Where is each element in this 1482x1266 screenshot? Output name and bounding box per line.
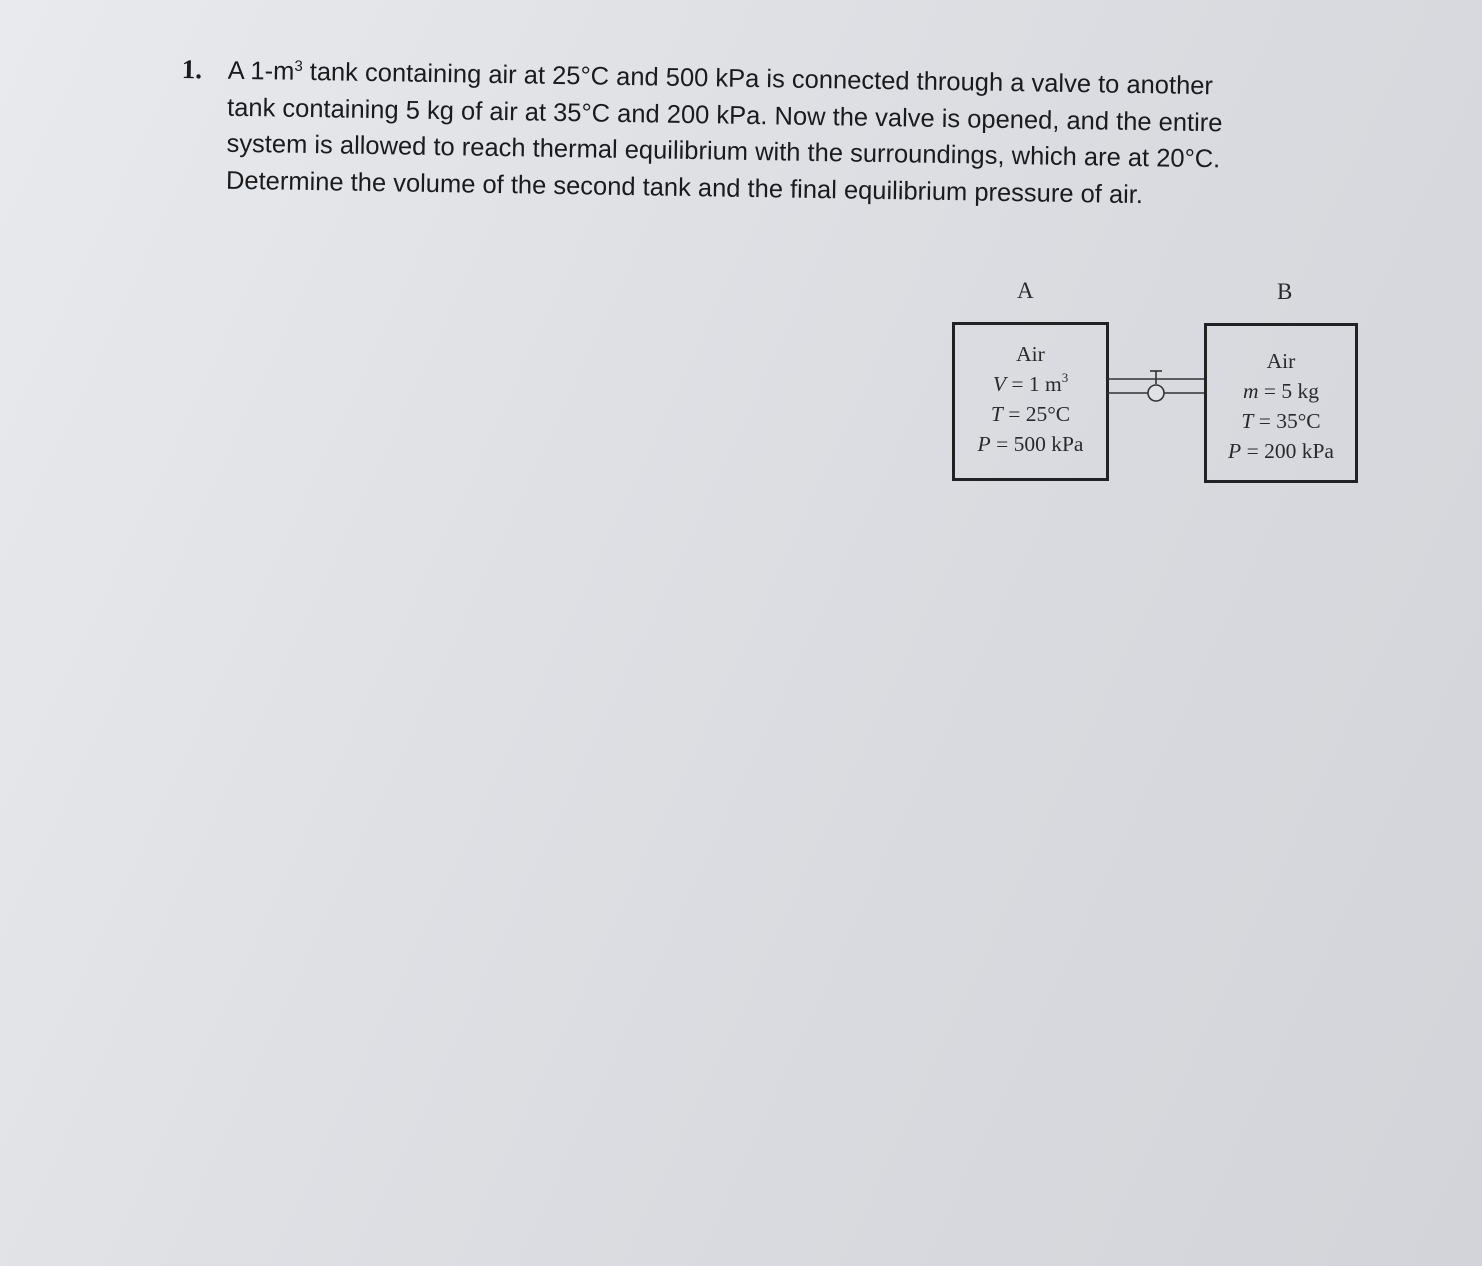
- problem-statement: [181, 52, 1342, 209]
- tank-b: [1204, 323, 1358, 483]
- problem-text: [226, 53, 1224, 215]
- tank-b-label: B: [1277, 279, 1293, 304]
- problem-line-4: Determine the volume of the second tank and the final equilibrium pressure of air.: [225, 166, 1144, 209]
- tank-b-pressure: P = 200 kPa: [1228, 439, 1334, 463]
- tank-a: [952, 322, 1109, 481]
- tank-b-mass: m = 5 kg: [1242, 379, 1320, 403]
- problem-number: 1.: [181, 53, 203, 85]
- tank-a-volume: V = 1 $m^3$: [992, 370, 1069, 396]
- tank-a-gas: Air: [1016, 342, 1045, 366]
- tanks-figure: [950, 276, 1370, 486]
- problem-line-2: tank containing 5 kg of air at 35°C and 200 kPa. Now the valve is opened, and the entire: [226, 93, 1223, 137]
- tank-a-pressure: P = 500 kPa: [977, 432, 1084, 456]
- line1-post: tank containing air at 25°C and 500 kPa is connected through a valve to another: [302, 57, 1214, 101]
- tank-a-temperature: T = 25°C: [990, 402, 1071, 426]
- valve-icon: [1148, 371, 1164, 401]
- line1-pre: A 1-m: [227, 56, 295, 86]
- tank-b-gas: Air: [1266, 349, 1296, 373]
- tank-a-label: A: [1017, 278, 1034, 303]
- pipe-with-valve: [1107, 362, 1207, 408]
- line1-sup: 3: [294, 57, 303, 75]
- tank-b-temperature: T = 35°C: [1241, 409, 1321, 433]
- problem-line-3: system is allowed to reach thermal equilibrium with the surroundings, which are at 20°C.: [226, 129, 1221, 174]
